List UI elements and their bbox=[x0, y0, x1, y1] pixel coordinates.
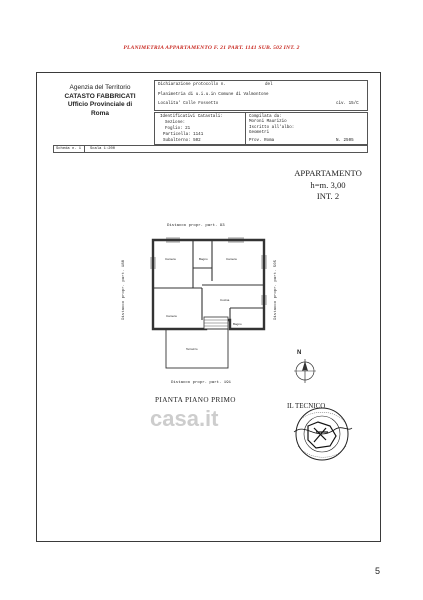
sezione-label: Sezione: bbox=[165, 121, 186, 125]
distance-bottom: Distacco propr. part. 191 bbox=[171, 381, 232, 385]
albo-number: N. 2505 bbox=[336, 139, 354, 143]
identificativi-title: Identificativi Catastali: bbox=[160, 115, 223, 119]
scheda-label: Scheda n. 1 bbox=[56, 147, 82, 151]
scala-label: Scala 1:200 bbox=[90, 147, 116, 151]
dichiarazione-label: Dichiarazione protocollo n. bbox=[158, 83, 226, 87]
room-camera-1: Camera bbox=[165, 257, 176, 261]
civico-label: civ. 15/C bbox=[336, 102, 359, 106]
compilata-line-4: Geometri bbox=[249, 131, 270, 135]
subalterno-label: Subalterno: 502 bbox=[163, 139, 201, 143]
north-arrow-icon bbox=[292, 352, 318, 384]
watermark: casa.it bbox=[150, 406, 219, 431]
compilata-line-3: Iscritto all'albo: bbox=[249, 126, 295, 130]
room-bagno-1: Bagno bbox=[199, 257, 208, 261]
room-cucina: Cucina bbox=[220, 298, 230, 302]
north-label: N bbox=[297, 350, 302, 356]
page-number: 5 bbox=[375, 566, 381, 576]
agency-line-2: CATASTO FABBRICATI bbox=[64, 92, 136, 100]
technician-label: IL TECNICO bbox=[287, 402, 326, 410]
room-camera-2: Camera bbox=[226, 257, 237, 261]
apartment-label bbox=[283, 168, 373, 203]
compilata-line-1: Compilata da: bbox=[249, 115, 282, 119]
scale-divider bbox=[84, 145, 85, 153]
agency-block bbox=[44, 84, 156, 118]
professional-stamp-icon bbox=[286, 402, 356, 464]
apartment-height: h=m. 3,00 bbox=[310, 179, 346, 190]
room-camera-3: Camera bbox=[166, 314, 177, 318]
prov-label: Prov. Roma bbox=[249, 139, 275, 143]
identifiers-divider bbox=[245, 112, 246, 145]
del-label: del bbox=[265, 83, 273, 87]
stairs bbox=[204, 317, 228, 329]
floor-plan bbox=[140, 233, 275, 378]
room-bagno-2: Bagno bbox=[233, 322, 242, 326]
window-marks bbox=[151, 238, 266, 305]
compilata-line-2: Moroni Maurizio bbox=[249, 120, 287, 124]
planimetria-label: Planimetria di u.i.u.in Comune di Valmontone bbox=[158, 93, 269, 97]
document-title: PLANIMETRIA APPARTAMENTO F. 21 PART. 1141 SUB. 502 INT. 2 bbox=[123, 45, 300, 51]
apartment-type: APPARTAMENTO bbox=[294, 168, 362, 178]
room-terrazzo: Terrazzo bbox=[186, 347, 198, 351]
foglio-label: Foglio: 21 bbox=[165, 127, 191, 131]
localita-label: Localita' Colle Fossetto bbox=[158, 102, 219, 106]
agency-line-3: Ufficio Provinciale di bbox=[67, 101, 133, 108]
apartment-interior: INT. 2 bbox=[316, 191, 340, 201]
particella-label: Particella: 1141 bbox=[163, 133, 204, 137]
distance-top: Distacco propr. part. 93 bbox=[167, 224, 225, 228]
agency-line-4: Roma bbox=[90, 109, 110, 117]
distance-left: Distacco propr. part. 188 bbox=[122, 259, 126, 321]
floor-title: PIANTA PIANO PRIMO bbox=[155, 396, 236, 404]
distance-right: Distacco propr. part. 505 bbox=[274, 259, 278, 321]
agency-line-1: Agenzia del Territorio bbox=[69, 84, 131, 91]
